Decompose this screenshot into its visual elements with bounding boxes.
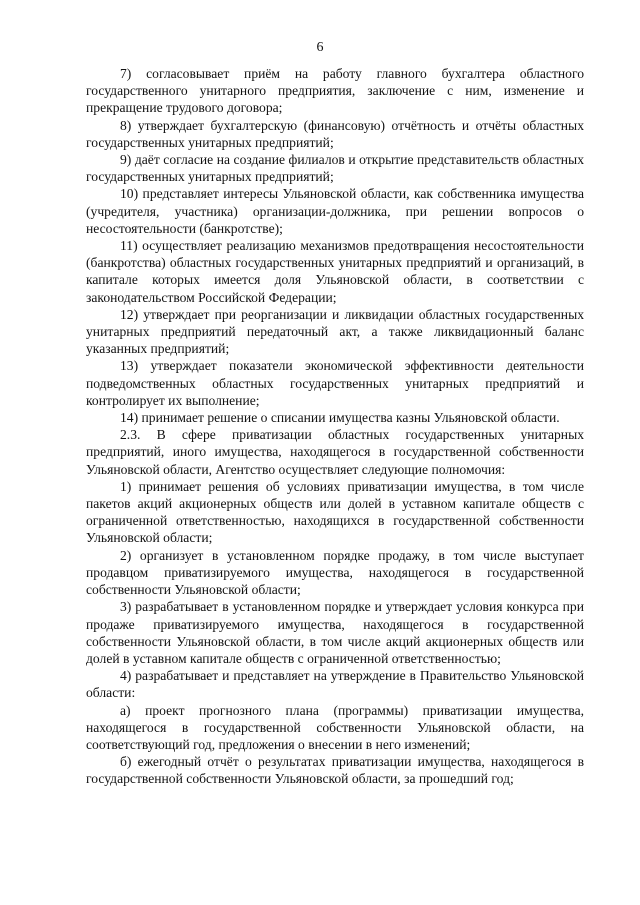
paragraph-item-9: 9) даёт согласие на создание филиалов и открытие представительств областных государственных унитарных предприятий; [86,152,584,185]
page-number: 6 [316,40,324,55]
paragraph-item-11: 11) осуществляет реализацию механизмов предотвращения несостоятельности (банкротства) областных государственных унитарных предприятий и организаций, в капитале которых имеется доля Ульяновской области, в соответствии с законодательством Российской Федерации; [86,238,584,305]
privatization-item-2: 2) организует в установленном порядке продажу, в том числе выступает продавцом приватизируемого имущества, находящегося в государственной собственности Ульяновской области; [86,547,584,598]
section-2-3-heading: 2.3. В сфере приватизации областных государственных унитарных предприятий, иного имущества, находящегося в государственной собственности Ульяновской области, Агентство осуществляет следующие полномочия: [86,427,584,477]
privatization-item-3: 3) разрабатывает в установленном порядке и утверждает условия конкурса при продаже приватизируемого имущества, находящегося в государственной собственности Ульяновской области, в том числе акций акционерных обществ или долей в уставном капитале обществ с ограниченной ответственностью; [86,599,584,666]
subitem-b: б) ежегодный отчёт о результатах приватизации имущества, находящегося в государственной собственности Ульяновской области, за прошедший год; [86,754,584,787]
subitem-a: а) проект прогнозного плана (программы) приватизации имущества, находящегося в государственной собственности Ульяновской области, на соответствующий год, предложения о внесении в него изменений; [86,702,584,752]
document-body [86,65,584,788]
privatization-item-1: 1) принимает решения об условиях приватизации имущества, в том числе пакетов акций акционерных обществ или долей в уставном капитале обществ с ограниченной ответственностью, находящихся в государственной собственности Ульяновской области; [86,478,584,546]
paragraph-item-12: 12) утверждает при реорганизации и ликвидации областных государственных унитарных предприятий передаточный акт, а также ликвидационный баланс указанных предприятий; [86,306,584,357]
paragraph-item-13: 13) утверждает показатели экономической эффективности деятельности подведомственных областных государственных унитарных предприятий и контролирует их выполнение; [86,358,584,408]
privatization-item-4: 4) разрабатывает и представляет на утверждение в Правительство Ульяновской области: [86,668,584,701]
paragraph-item-14: 14) принимает решение о списании имущества казны Ульяновской области. [120,410,560,426]
paragraph-item-8: 8) утверждает бухгалтерскую (финансовую) отчётность и отчёты областных государственных унитарных предприятий; [86,117,584,150]
paragraph-item-10: 10) представляет интересы Ульяновской области, как собственника имущества (учредителя, участника) организации-должника, при решении вопросов о несостоятельности (банкротстве); [86,186,584,236]
paragraph-item-7: 7) согласовывает приём на работу главного бухгалтера областного государственного унитарного предприятия, заключение с ним, изменение и прекращение трудового договора; [86,66,584,116]
